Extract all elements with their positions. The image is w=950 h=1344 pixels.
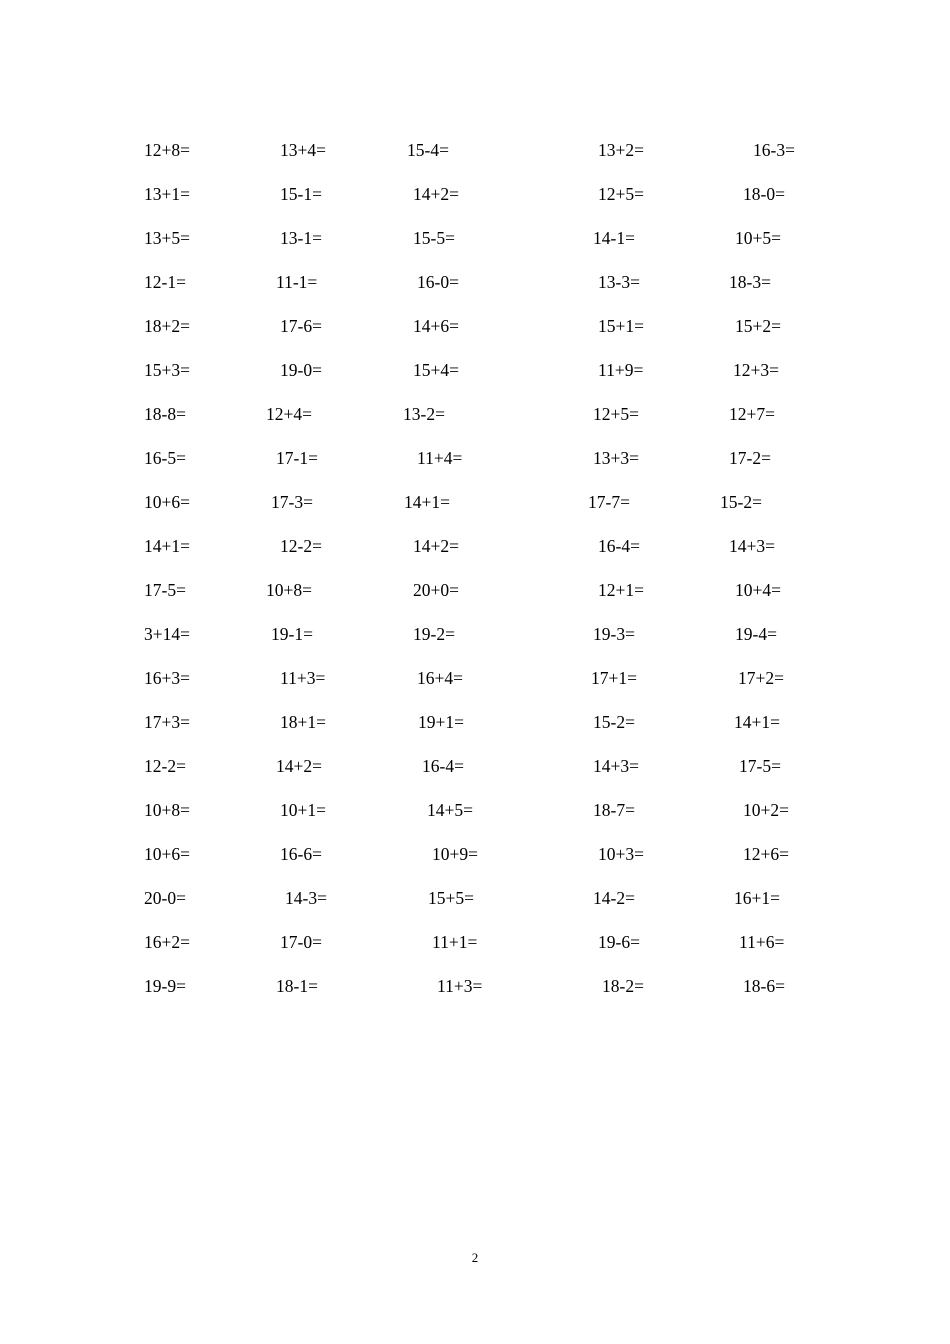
math-problem: 16-4= <box>422 756 464 776</box>
problem-row <box>0 668 950 698</box>
math-problem: 19-0= <box>280 360 322 380</box>
math-problem: 12-2= <box>144 756 186 776</box>
problem-row <box>0 624 950 654</box>
math-problem: 14+3= <box>593 756 639 776</box>
math-problem: 20-0= <box>144 888 186 908</box>
math-problem: 18+2= <box>144 316 190 336</box>
math-problem: 15+5= <box>428 888 474 908</box>
math-problem: 16+3= <box>144 668 190 688</box>
math-problem: 15+1= <box>598 316 644 336</box>
math-problem: 13-3= <box>598 272 640 292</box>
math-problem: 10+6= <box>144 492 190 512</box>
math-problem: 10+5= <box>735 228 781 248</box>
math-problem: 10+3= <box>598 844 644 864</box>
math-problem: 13-2= <box>403 404 445 424</box>
math-problem: 17-6= <box>280 316 322 336</box>
problem-row <box>0 888 950 918</box>
math-problem: 16-3= <box>753 140 795 160</box>
problem-row <box>0 140 950 170</box>
math-problem: 3+14= <box>144 624 190 644</box>
problem-row <box>0 536 950 566</box>
math-problem: 17+3= <box>144 712 190 732</box>
math-problem: 18-7= <box>593 800 635 820</box>
math-problem: 14+1= <box>734 712 780 732</box>
problem-row <box>0 492 950 522</box>
math-problem: 13+5= <box>144 228 190 248</box>
math-problem: 10+8= <box>144 800 190 820</box>
math-problem: 13-1= <box>280 228 322 248</box>
math-problem: 15+3= <box>144 360 190 380</box>
math-problem: 14+1= <box>144 536 190 556</box>
math-problem: 16-5= <box>144 448 186 468</box>
math-problem: 15-4= <box>407 140 449 160</box>
math-problem: 18-0= <box>743 184 785 204</box>
problem-row <box>0 844 950 874</box>
math-problem: 14+2= <box>276 756 322 776</box>
math-problem: 12+6= <box>743 844 789 864</box>
math-problem: 14+1= <box>404 492 450 512</box>
problem-row <box>0 360 950 390</box>
math-problem: 10+4= <box>735 580 781 600</box>
math-problem: 19+1= <box>418 712 464 732</box>
math-problem: 18-6= <box>743 976 785 996</box>
math-problem: 19-1= <box>271 624 313 644</box>
math-problem: 12+8= <box>144 140 190 160</box>
math-problem: 19-4= <box>735 624 777 644</box>
math-problem: 12+7= <box>729 404 775 424</box>
math-problem: 11+6= <box>739 932 785 952</box>
math-problem: 16-4= <box>598 536 640 556</box>
math-problem: 14-2= <box>593 888 635 908</box>
math-problem: 17-3= <box>271 492 313 512</box>
math-problem: 11+4= <box>417 448 463 468</box>
math-problem: 13+1= <box>144 184 190 204</box>
problem-row <box>0 272 950 302</box>
problem-row <box>0 316 950 346</box>
math-problem: 11+1= <box>432 932 478 952</box>
problem-row <box>0 448 950 478</box>
math-problem: 14+3= <box>729 536 775 556</box>
math-problem: 11+9= <box>598 360 644 380</box>
math-problem: 17-7= <box>588 492 630 512</box>
math-problem: 17-1= <box>276 448 318 468</box>
math-problem: 14+2= <box>413 184 459 204</box>
math-problem: 13+3= <box>593 448 639 468</box>
math-problem: 17+1= <box>591 668 637 688</box>
math-problem: 13+2= <box>598 140 644 160</box>
math-problem: 12+1= <box>598 580 644 600</box>
math-problem: 14-3= <box>285 888 327 908</box>
math-problem: 11+3= <box>437 976 483 996</box>
math-problem: 12+4= <box>266 404 312 424</box>
math-problem: 17+2= <box>738 668 784 688</box>
math-problem: 17-0= <box>280 932 322 952</box>
math-problem: 15-1= <box>280 184 322 204</box>
math-problem: 15-2= <box>593 712 635 732</box>
page-number: 2 <box>471 1250 479 1265</box>
math-problem: 14-1= <box>593 228 635 248</box>
math-problem: 19-6= <box>598 932 640 952</box>
math-problem: 17-2= <box>729 448 771 468</box>
problem-row <box>0 404 950 434</box>
math-problem: 15+2= <box>735 316 781 336</box>
problem-row <box>0 712 950 742</box>
problem-row <box>0 580 950 610</box>
math-problem: 10+8= <box>266 580 312 600</box>
math-problem: 16+2= <box>144 932 190 952</box>
math-problem: 10+9= <box>432 844 478 864</box>
math-problem: 12-2= <box>280 536 322 556</box>
math-problem: 15-2= <box>720 492 762 512</box>
problem-row <box>0 932 950 962</box>
math-problem: 16+4= <box>417 668 463 688</box>
math-problem: 15-5= <box>413 228 455 248</box>
math-problem: 19-3= <box>593 624 635 644</box>
problem-row <box>0 976 950 1006</box>
math-problem: 17-5= <box>144 580 186 600</box>
math-problem: 12+5= <box>593 404 639 424</box>
math-problem: 11+3= <box>280 668 326 688</box>
math-problem: 10+2= <box>743 800 789 820</box>
math-problem: 12+3= <box>733 360 779 380</box>
math-problem: 18-3= <box>729 272 771 292</box>
math-problem: 17-5= <box>739 756 781 776</box>
math-problem: 16+1= <box>734 888 780 908</box>
math-problem: 18-2= <box>602 976 644 996</box>
math-problem: 12-1= <box>144 272 186 292</box>
problem-row <box>0 756 950 786</box>
problem-row <box>0 228 950 258</box>
math-problem: 11-1= <box>276 272 318 292</box>
math-problem: 18+1= <box>280 712 326 732</box>
math-problem: 18-8= <box>144 404 186 424</box>
math-problem: 12+5= <box>598 184 644 204</box>
math-problem: 14+5= <box>427 800 473 820</box>
problem-row <box>0 184 950 214</box>
math-problem: 14+6= <box>413 316 459 336</box>
math-problem: 10+6= <box>144 844 190 864</box>
math-problem: 20+0= <box>413 580 459 600</box>
problem-row <box>0 800 950 830</box>
math-problem: 14+2= <box>413 536 459 556</box>
math-problem: 15+4= <box>413 360 459 380</box>
math-problem: 18-1= <box>276 976 318 996</box>
math-problem: 19-9= <box>144 976 186 996</box>
math-problem: 16-6= <box>280 844 322 864</box>
math-problem: 10+1= <box>280 800 326 820</box>
math-problem: 13+4= <box>280 140 326 160</box>
math-problem: 19-2= <box>413 624 455 644</box>
math-problem: 16-0= <box>417 272 459 292</box>
